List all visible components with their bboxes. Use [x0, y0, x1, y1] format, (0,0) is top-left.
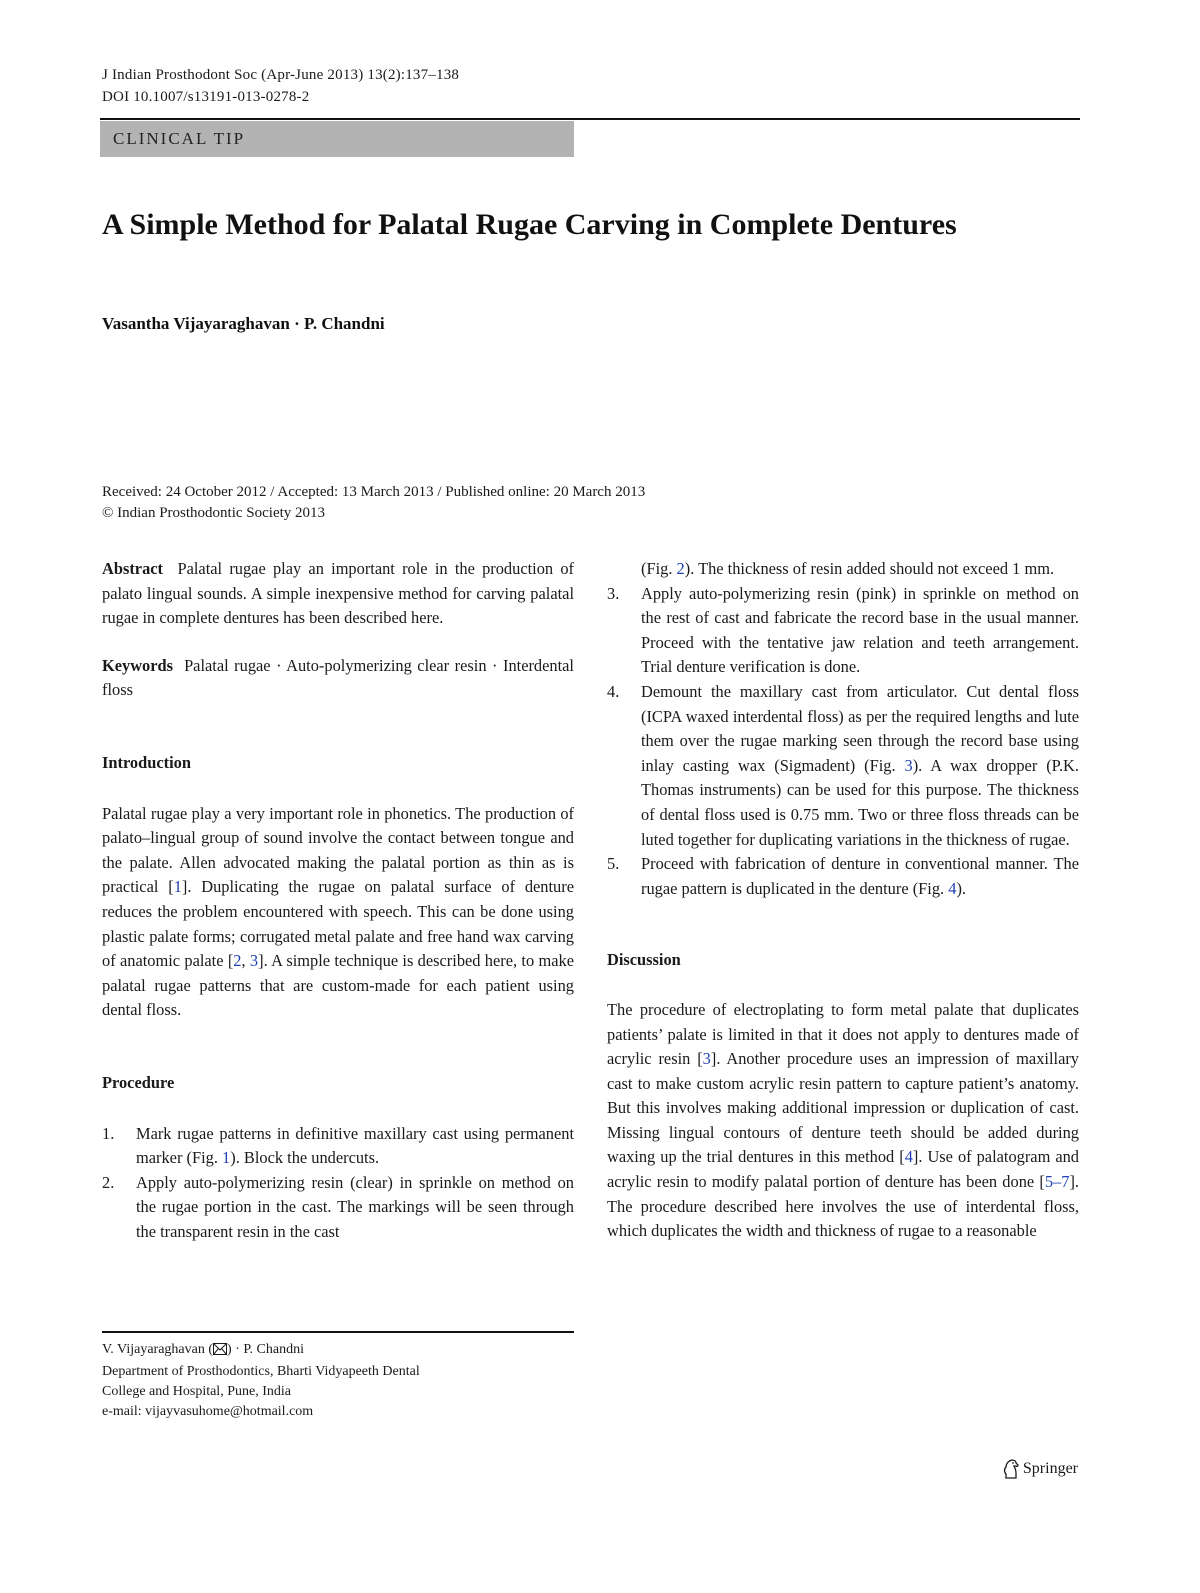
right-column [607, 557, 1079, 1244]
copyright-line: © Indian Prosthodontic Society 2013 [102, 505, 326, 521]
journal-reference: J Indian Prosthodont Soc (Apr-June 2013) 13(2):137–138 [102, 67, 460, 83]
procedure-step: 2. Apply auto-polymerizing resin (clear) in sprinkle on method on the rugae portion in the cast. The markings will be seen through the transparent resin in the cast [102, 1172, 574, 1241]
figure-link[interactable]: 4 [948, 878, 957, 898]
procedure-step: 5. Proceed with fabrication of denture in conventional manner. The rugae pattern is duplicated in the denture (Fig. 4). [607, 854, 1079, 898]
procedure-heading: Procedure [102, 1072, 175, 1092]
header-rule [100, 118, 1080, 120]
abstract-text: Palatal rugae play an important role in the production of palato lingual sounds. A simple inexpensive method for carving palatal rugae in complete dentures has been described here. [102, 559, 574, 628]
publication-history: Received: 24 October 2012 / Accepted: 13 March 2013 / Published online: 20 March 2013 [102, 484, 646, 500]
citation-link[interactable]: 4 [904, 1147, 913, 1167]
corresponding-author: V. Vijayaraghavan ( ) · P. Chandni [102, 1340, 420, 1362]
introduction-heading: Introduction [102, 752, 191, 772]
footnote-rule [102, 1331, 574, 1333]
article-title: A Simple Method for Palatal Rugae Carving in Complete Dentures [102, 208, 957, 241]
figure-link[interactable]: 2 [676, 559, 685, 578]
citation-link[interactable]: 3 [249, 951, 259, 971]
procedure-step: 4. Demount the maxillary cast from articulator. Cut dental floss (ICPA waxed interdental floss) as per the required lengths and lute them over the rugae marking seen through the record base using inlay casting wax (Sigmadent) (Fig. 3). A wax dropper (P.K. Thomas instruments) can be used for this purpose. The thickness of dental floss used is 0.75 mm. Two or three floss threads can be luted together for duplicating variations in the thickness of rugae. [607, 681, 1079, 849]
keywords [102, 654, 574, 703]
department-line: Department of Prosthodontics, Bharti Vidyapeeth Dental [102, 1364, 420, 1379]
institution-line: College and Hospital, Pune, India [102, 1384, 291, 1399]
keywords-text: Palatal rugae · Auto-polymerizing clear resin · Interdental floss [102, 655, 574, 700]
publisher-logo [1002, 1459, 1078, 1479]
discussion-text: The procedure of electroplating to form metal palate that duplicates patients’ palate is limited in that it does not apply to dentures made of acrylic resin [3]. Another procedure uses an impression of maxillary cast to make custom acrylic resin pattern to capture patient’s anatomy. But this involves making additional impression or duplication of cast. Missing lingual contours of denture teeth should be added during waxing up the trial dentures in this method [4]. Use of palatogram and acrylic resin to modify palatal portion of denture has been done [5–7]. The procedure described here involves the use of interdental floss, which duplicates the width and thickness of rugae to a reasonable [607, 999, 1080, 1241]
procedure-step-continued: (Fig. 2). The thickness of resin added should not exceed 1 mm. [641, 559, 1055, 578]
abstract-label: Abstract [102, 559, 163, 578]
author-list: Vasantha Vijayaraghavan · P. Chandni [102, 314, 385, 333]
procedure-list [102, 1122, 574, 1245]
author-email[interactable]: e-mail: vijayvasuhome@hotmail.com [102, 1404, 314, 1419]
introduction-text: Palatal rugae play a very important role in phonetics. The production of palato–lingual group of sound involve the contact between tongue and the palate. Allen advocated making the palatal portion as thin as is practical [1]. Duplicating the rugae on palatal surface of denture reduces the problem encountered with speech. This can be done using plastic palate forms; corrugated metal palate and free hand wax carving of anatomic palate [2, 3]. A simple technique is described here, to make palatal rugae patterns that are custom-made for each patient using dental floss. [102, 803, 574, 1020]
keywords-label: Keywords [102, 655, 174, 675]
left-column [102, 557, 574, 1244]
abstract [102, 557, 574, 631]
author-footnote [102, 1340, 420, 1422]
citation-link[interactable]: 1 [173, 877, 182, 897]
citation-link[interactable]: 3 [702, 1049, 711, 1069]
article-dates [102, 482, 645, 524]
discussion-heading: Discussion [607, 950, 681, 970]
section-label: CLINICAL TIP [113, 129, 246, 148]
doi: DOI 10.1007/s13191-013-0278-2 [102, 89, 310, 105]
procedure-step: 1. Mark rugae patterns in definitive maxillary cast using permanent marker (Fig. 1). Block the undercuts. [102, 1123, 574, 1168]
figure-link[interactable]: 3 [904, 755, 913, 775]
procedure-list-continued [607, 557, 1079, 901]
citation-link[interactable]: 5–7 [1044, 1172, 1070, 1192]
citation-link[interactable]: 2 [233, 951, 242, 971]
envelope-icon [213, 1342, 227, 1362]
publisher-name: Springer [1022, 1460, 1078, 1477]
springer-knight-icon [1002, 1459, 1020, 1479]
procedure-step: 3. Apply auto-polymerizing resin (pink) in sprinkle on method on the rest of cast and fabricate the record base in the usual manner. Proceed with the tentative jaw relation and teeth arrangement. Trial denture verification is done. [607, 583, 1079, 677]
section-banner [100, 121, 574, 157]
figure-link[interactable]: 1 [222, 1148, 231, 1168]
